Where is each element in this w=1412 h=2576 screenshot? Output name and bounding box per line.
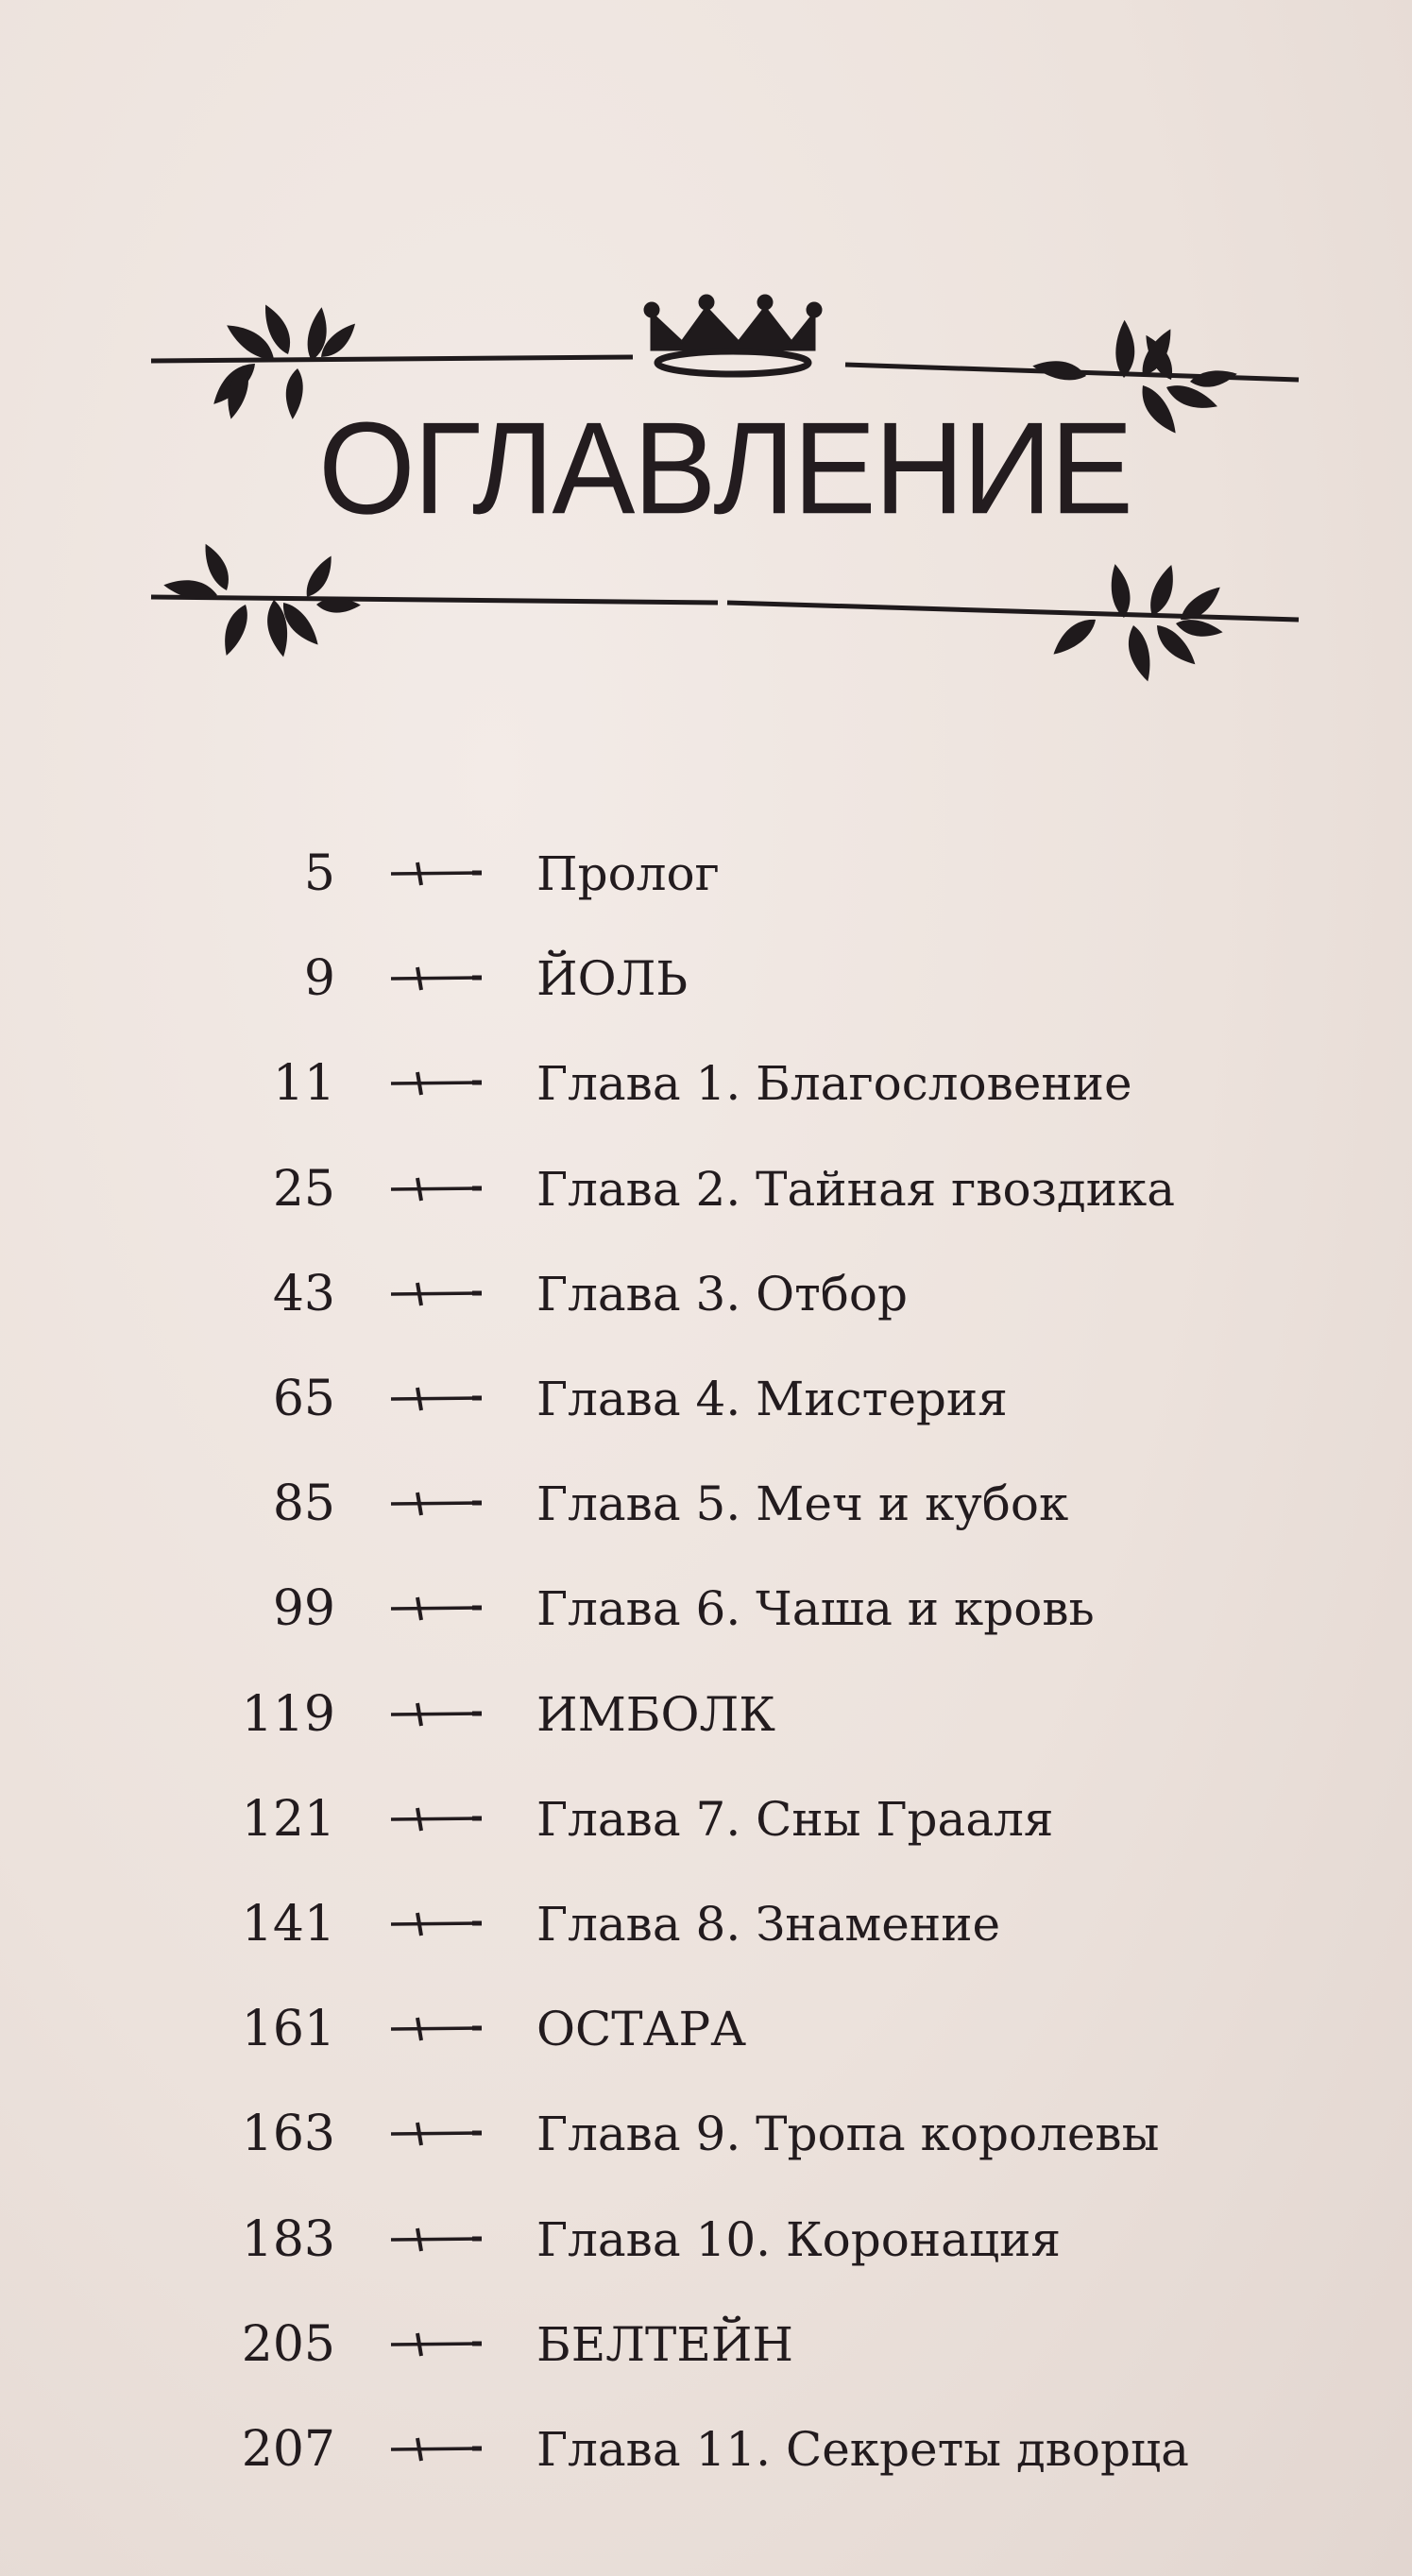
toc-entry[interactable] bbox=[0, 1252, 1412, 1356]
toc-entry[interactable] bbox=[0, 1041, 1412, 1145]
toc-page-number: 11 bbox=[272, 1055, 335, 1113]
toc-page-number: 99 bbox=[272, 1580, 335, 1638]
dagger-icon bbox=[389, 860, 484, 888]
toc-entry[interactable] bbox=[0, 1147, 1412, 1251]
dagger-icon bbox=[389, 2120, 484, 2148]
toc-entry[interactable] bbox=[0, 2197, 1412, 2301]
toc-page-number: 43 bbox=[272, 1265, 335, 1322]
dagger-icon bbox=[389, 2226, 484, 2254]
toc-entry[interactable] bbox=[0, 2302, 1412, 2406]
toc-entry[interactable] bbox=[0, 1356, 1412, 1460]
toc-page-number: 25 bbox=[272, 1160, 335, 1218]
dagger-icon bbox=[389, 2330, 484, 2359]
dagger-icon bbox=[389, 1910, 484, 1938]
toc-entry-label: Глава 5. Меч и кубок bbox=[536, 1476, 1069, 1532]
toc-page-number: 141 bbox=[241, 1896, 335, 1953]
toc-entry-label: Глава 4. Мистерия bbox=[536, 1372, 1008, 1426]
toc-entry-label: Пролог bbox=[536, 846, 720, 901]
toc-page-number: 183 bbox=[241, 2210, 335, 2268]
toc-entry[interactable] bbox=[0, 1882, 1412, 1986]
toc-page-number: 161 bbox=[241, 2001, 335, 2058]
toc-entry-label: Глава 7. Сны Грааля bbox=[536, 1791, 1054, 1847]
dagger-icon bbox=[389, 2435, 484, 2464]
toc-entry[interactable] bbox=[0, 2407, 1412, 2511]
dagger-icon bbox=[389, 964, 484, 993]
toc-page-number: 205 bbox=[241, 2315, 335, 2373]
toc-entry[interactable] bbox=[0, 2091, 1412, 2195]
dagger-icon bbox=[389, 1385, 484, 1413]
dagger-icon bbox=[389, 1069, 484, 1098]
toc-page-number: 207 bbox=[241, 2421, 335, 2478]
page-title: ОГЛАВЛЕНИЕ bbox=[318, 395, 1131, 541]
toc-entry-label: Глава 8. Знамение bbox=[536, 1897, 1001, 1952]
top-rule-left bbox=[151, 357, 633, 361]
toc-entry[interactable] bbox=[0, 1566, 1412, 1670]
toc-entry[interactable] bbox=[0, 1987, 1412, 2090]
toc-entry-label: Глава 6. Чаша и кровь bbox=[536, 1581, 1095, 1637]
bottom-rule-right bbox=[727, 603, 1299, 620]
dagger-icon bbox=[389, 1175, 484, 1203]
dagger-icon bbox=[389, 1805, 484, 1834]
toc-entry[interactable] bbox=[0, 831, 1412, 935]
toc-page-number: 121 bbox=[241, 1790, 335, 1848]
toc-page-number: 9 bbox=[303, 950, 335, 1008]
toc-entry[interactable] bbox=[0, 1461, 1412, 1565]
toc-entry-label: Глава 9. Тропа королевы bbox=[536, 2107, 1160, 2162]
toc-entry[interactable] bbox=[0, 1672, 1412, 1776]
toc-entry-label: ЙОЛЬ bbox=[536, 951, 689, 1007]
toc-entry[interactable] bbox=[0, 1777, 1412, 1881]
toc-page-number: 163 bbox=[241, 2106, 335, 2163]
toc-entry-label: ИМБОЛК bbox=[536, 1686, 775, 1742]
dagger-icon bbox=[389, 1490, 484, 1518]
dagger-icon bbox=[389, 2015, 484, 2043]
toc-entry[interactable] bbox=[0, 936, 1412, 1040]
toc-page-number: 119 bbox=[241, 1685, 335, 1743]
dagger-icon bbox=[389, 1700, 484, 1729]
vine-icon-bottom-right bbox=[1046, 564, 1227, 681]
dagger-icon bbox=[389, 1595, 484, 1623]
toc-entry-label: Глава 11. Секреты дворца bbox=[536, 2422, 1189, 2477]
toc-page-number: 85 bbox=[272, 1476, 335, 1533]
bottom-rule-left bbox=[151, 597, 718, 603]
toc-entry-label: ОСТАРА bbox=[536, 2002, 746, 2057]
toc-entry-label: БЕЛТЕЙН bbox=[536, 2316, 794, 2372]
dagger-icon bbox=[389, 1280, 484, 1308]
toc-entry-label: Глава 2. Тайная гвоздика bbox=[536, 1161, 1176, 1217]
toc-entry-label: Глава 3. Отбор bbox=[536, 1266, 908, 1322]
toc-page-number: 65 bbox=[272, 1371, 335, 1427]
toc-page-number: 5 bbox=[303, 845, 335, 902]
toc-entry-label: Глава 10. Коронация bbox=[536, 2211, 1062, 2267]
crown-icon bbox=[645, 296, 821, 374]
toc-entry-label: Глава 1. Благословение bbox=[536, 1056, 1132, 1112]
